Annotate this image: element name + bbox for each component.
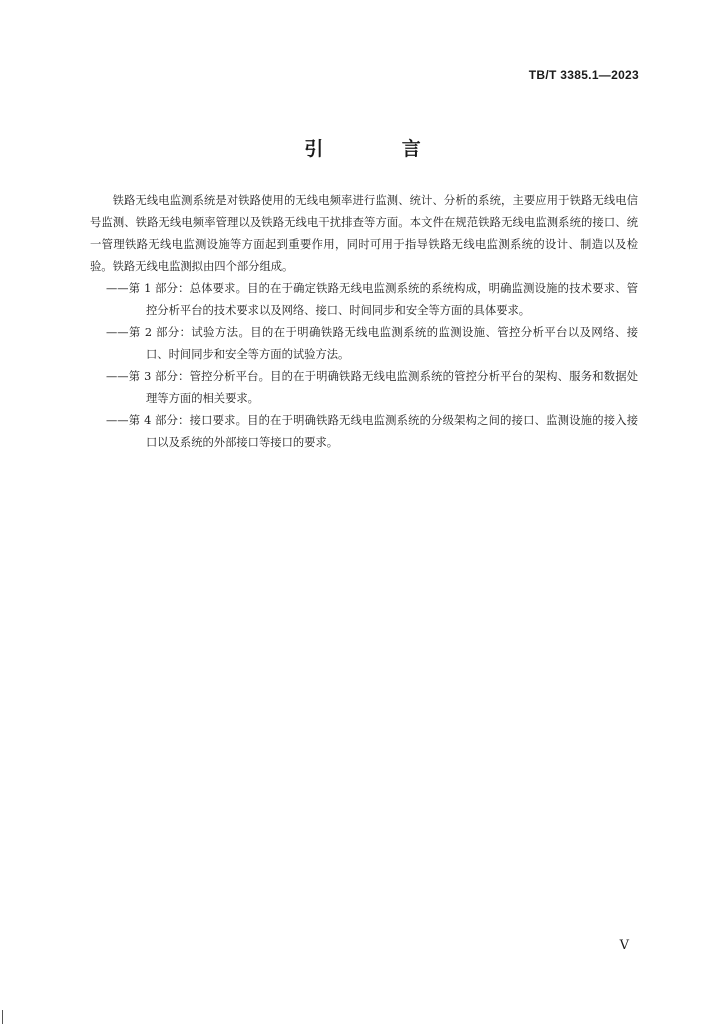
page-number: V <box>619 938 629 953</box>
document-code: TB/T 3385.1—2023 <box>528 68 639 82</box>
page-title: 引 言 <box>304 138 457 160</box>
part-2-item: ——第 2 部分：试验方法。目的在于明确铁路无线电监测系统的监测设施、管控分析平台以及网络、接口、时间同步和安全等方面的试验方法。 <box>106 326 638 361</box>
intro-paragraph: 铁路无线电监测系统是对铁路使用的无线电频率进行监测、统计、分析的系统，主要应用于铁路无线电信号监测、铁路无线电频率管理以及铁路无线电干扰排查等方面。本文件在规范铁路无线电监测系统的接口、统一管理铁路无线电监测设施等方面起到重要作用，同时可用于指导铁路无线电监测系统的设计、制造以及检验。铁路无线电监测拟由四个部分组成。 <box>90 194 638 273</box>
scan-edge-mark <box>2 1010 3 1024</box>
part-1-item: ——第 1 部分：总体要求。目的在于确定铁路无线电监测系统的系统构成，明确监测设施的技术要求、管控分析平台的技术要求以及网络、接口、时间同步和安全等方面的具体要求。 <box>106 282 638 317</box>
part-4-item: ——第 4 部分：接口要求。目的在于明确铁路无线电监测系统的分级架构之间的接口、监测设施的接入接口以及系统的外部接口等接口的要求。 <box>106 414 638 449</box>
document-body <box>90 190 638 454</box>
part-3-item: ——第 3 部分：管控分析平台。目的在于明确铁路无线电监测系统的管控分析平台的架构、服务和数据处理等方面的相关要求。 <box>106 370 638 405</box>
